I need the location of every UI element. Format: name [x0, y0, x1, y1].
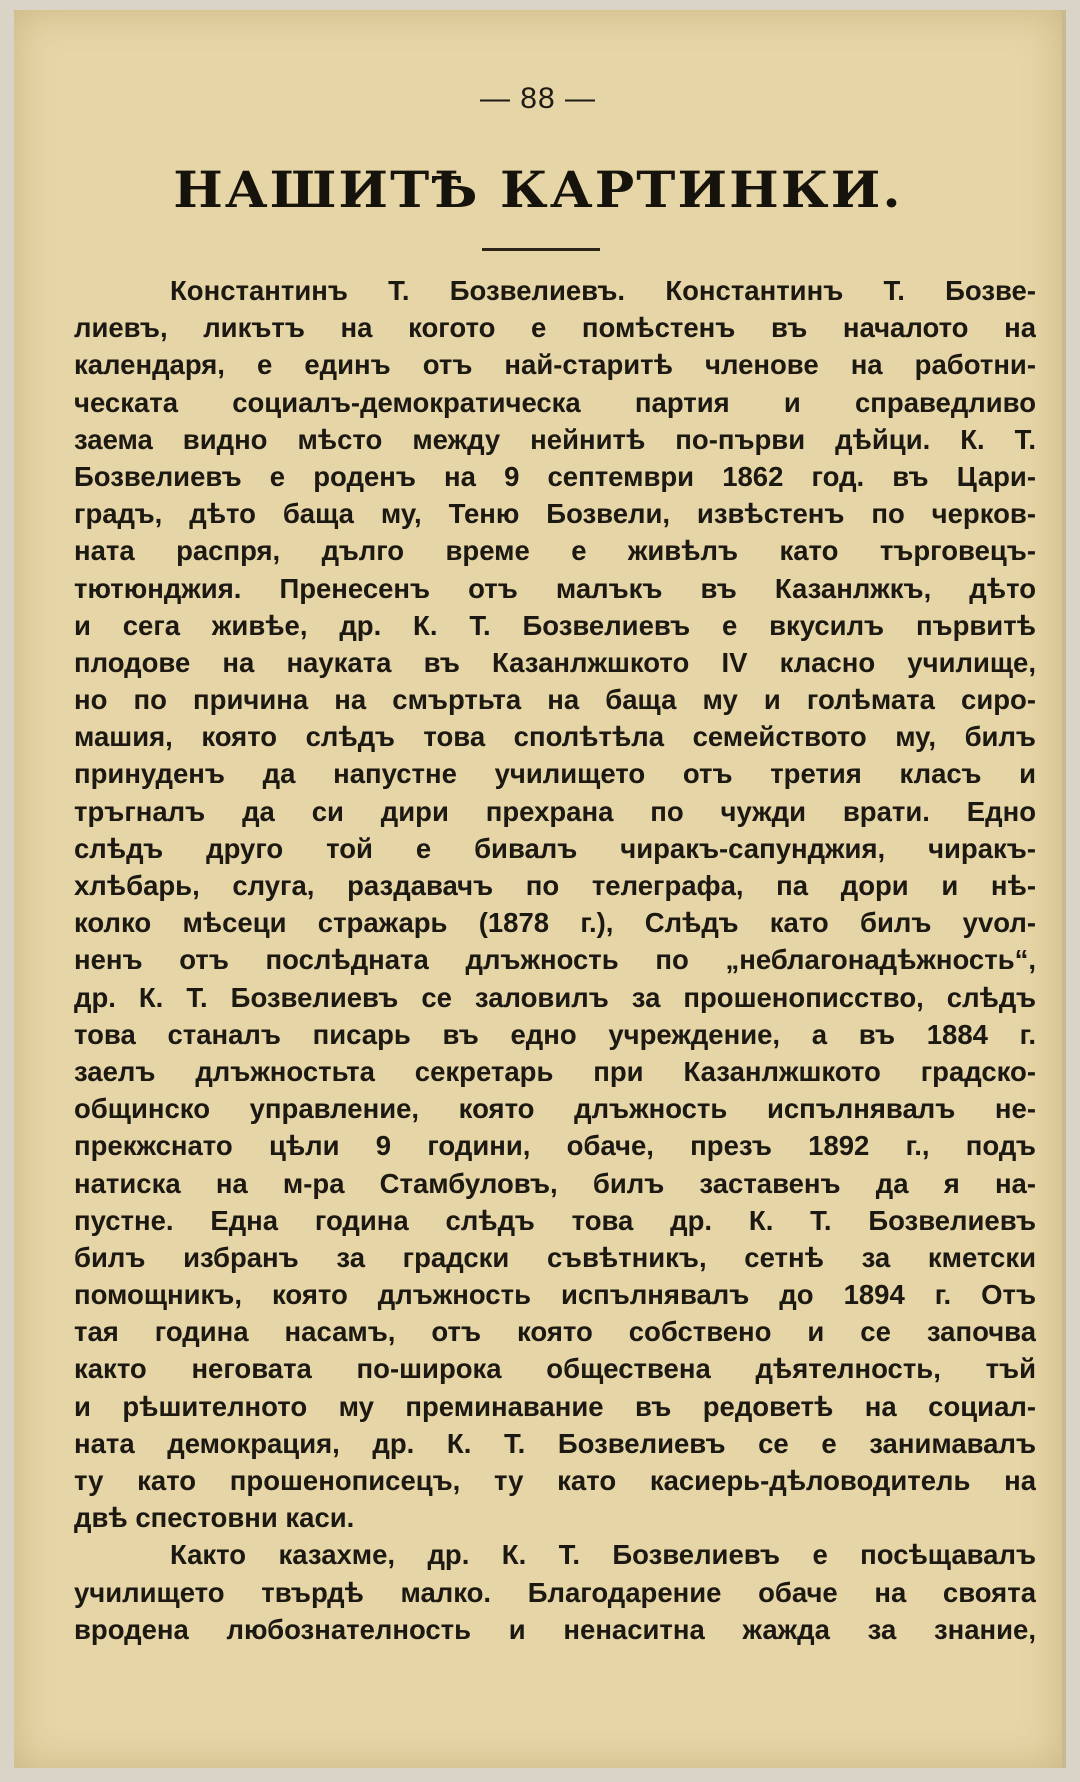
text-line: тютюнджия. Пренесенъ отъ малъкъ въ Казанлжкъ, дѣто [74, 572, 1036, 604]
text-line: ненъ отъ послѣдната длъжность по „неблагонадѣжность“, [74, 944, 1036, 976]
text-line: машия, която слѣдъ това сполѣтѣла семейството му, билъ [74, 721, 1036, 753]
text-line: ната распря, дълго време е живѣлъ като търговецъ- [74, 535, 1036, 567]
title-underline-rule [482, 248, 600, 251]
text-line: двѣ спестовни каси. [74, 1502, 355, 1534]
text-line: слѣдъ друго той е бивалъ чиракъ-сапунджия, чиракъ- [74, 832, 1036, 864]
text-line: градъ, дѣто баща му, Теню Бозвели, извѣстенъ по черков- [74, 498, 1036, 530]
text-line: натиска на м-ра Стамбуловъ, билъ заставенъ да я на- [74, 1167, 1036, 1199]
text-line: тая година насамъ, отъ която собствено и се започва [74, 1316, 1036, 1348]
text-line: Константинъ Т. Бозвелиевъ. Константинъ Т. Бозве- [170, 275, 1036, 306]
text-line: Бозвелиевъ е роденъ на 9 септември 1862 год. въ Цари- [74, 460, 1036, 492]
text-line: принуденъ да напустне училището отъ третия класъ и [74, 758, 1036, 790]
page-number: — 88 — [479, 82, 597, 115]
text-line: ту като прошенописецъ, ту като касиерь-дѣловодитель на [74, 1465, 1036, 1496]
text-line: вродена любознателность и ненаситна жажда за знание, [74, 1613, 1036, 1645]
text-line: но по причина на смъртьта на баща му и голѣмата сиро- [74, 684, 1036, 716]
text-line: както неговата по-широка обществена дѣятелность, тъй [74, 1353, 1036, 1385]
text-line: лиевъ, ликътъ на когото е помѣстенъ въ началото на [74, 312, 1036, 344]
text-line: др. К. Т. Бозвелиевъ се заловилъ за прошенописство, слѣдъ [74, 981, 1036, 1013]
text-line: прекжснато цѣли 9 години, обаче, презъ 1892 г., подъ [74, 1130, 1036, 1162]
text-line: ната демокрация, др. К. Т. Бозвелиевъ се е занимавалъ [74, 1427, 1036, 1459]
text-line: заелъ длъжностьта секретарь при Казанлжшкото градско- [74, 1055, 1036, 1087]
page-title: НАШИТѢ КАРТИНКИ. [173, 160, 903, 219]
text-line: тръгналъ да си дири прехрана по чужди врати. Едно [74, 795, 1036, 827]
article-body [74, 272, 1036, 1648]
text-line: билъ избранъ за градски съвѣтникъ, сетнѣ за кметски [74, 1241, 1036, 1273]
text-line: училището твърдѣ малко. Благодарение обаче на своята [74, 1576, 1036, 1608]
text-line: хлѣбарь, слуга, раздавачъ по телеграфа, па дори и нѣ- [74, 870, 1036, 901]
text-line: колко мѣсеци стражарь (1878 г.), Слѣдъ като билъ уvол- [74, 907, 1036, 939]
text-line: заема видно мѣсто между нейнитѣ по-първи дѣйци. К. Т. [74, 423, 1036, 455]
text-line: пустне. Една година слѣдъ това др. К. Т. Бозвелиевъ [74, 1204, 1036, 1236]
book-page [14, 10, 1066, 1768]
text-line: помощникъ, която длъжность испълнявалъ до 1894 г. Отъ [74, 1279, 1036, 1311]
text-line: общинско управление, която длъжность испълнявалъ не- [74, 1093, 1036, 1125]
text-line: плодове на науката въ Казанлжшкото IV класно училище, [74, 646, 1036, 678]
text-line: това станалъ писарь въ едно учреждение, а въ 1884 г. [74, 1018, 1036, 1050]
text-line: и сега живѣе, др. К. Т. Бозвелиевъ е вкусилъ първитѣ [74, 609, 1036, 641]
text-line: календаря, е единъ отъ най-старитѣ членове на работни- [74, 349, 1036, 381]
text-line: ческата социалъ-демократическа партия и справедливо [74, 386, 1036, 418]
text-line: Както казахме, др. К. Т. Бозвелиевъ е посѣщавалъ [170, 1539, 1036, 1571]
text-line: и рѣшителното му преминавание въ редоветѣ на социал- [74, 1390, 1036, 1422]
